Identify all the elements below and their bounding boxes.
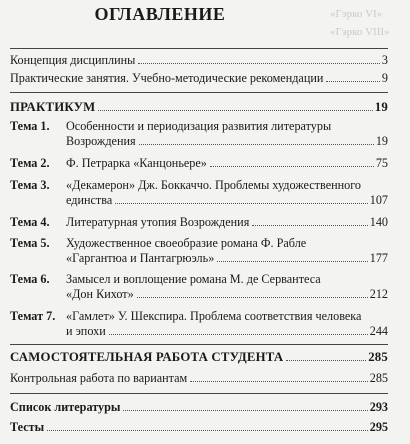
- leader-dots: [326, 81, 380, 82]
- entry-page: 212: [369, 287, 388, 301]
- section-title: САМОСТОЯТЕЛЬНАЯ РАБОТА СТУДЕНТА: [10, 350, 284, 364]
- toc-entry-tests[interactable]: [10, 420, 388, 435]
- entry-page: 9: [381, 71, 388, 85]
- topic-line: Художественное своеобразие романа Ф. Рабле: [66, 236, 307, 250]
- toc-topic-1[interactable]: [10, 119, 388, 149]
- toc-topic-6[interactable]: [10, 272, 388, 302]
- leader-dots: [98, 110, 372, 111]
- entry-text: Список литературы: [10, 400, 121, 414]
- toc-topic-5[interactable]: [10, 236, 388, 266]
- divider: [10, 48, 388, 49]
- topic-label: Тема 6.: [10, 272, 50, 286]
- leader-dots: [286, 360, 366, 361]
- topic-line: и эпохи: [66, 324, 106, 338]
- toc-topic-2[interactable]: [10, 156, 388, 171]
- topic-line: Замысел и воплощение романа М. де Сервантеса: [66, 272, 321, 286]
- toc-section-practicum[interactable]: [10, 100, 388, 115]
- leader-dots: [115, 203, 367, 204]
- toc-topic-7[interactable]: [10, 309, 388, 339]
- background-text-2: «Гэрко VIII»: [330, 26, 390, 38]
- toc-title: ОГЛАВЛЕНИЕ: [94, 4, 226, 24]
- topic-label: Тема 1.: [10, 119, 50, 133]
- topic-label: Темат 7.: [10, 309, 56, 323]
- leader-dots: [137, 297, 368, 298]
- topic-line: «Декамерон» Дж. Боккаччо. Проблемы художественного: [66, 178, 362, 192]
- topic-line: Литературная утопия Возрождения: [66, 215, 250, 229]
- entry-text: Тесты: [10, 420, 45, 434]
- toc-entry-practical[interactable]: [10, 71, 388, 86]
- toc-entry-control-work[interactable]: [10, 371, 388, 386]
- divider: [10, 344, 388, 345]
- entry-page: 295: [369, 420, 388, 434]
- entry-page: 3: [381, 53, 388, 67]
- toc-entry-concept[interactable]: [10, 53, 388, 68]
- entry-page: 244: [369, 324, 388, 338]
- leader-dots: [210, 166, 374, 167]
- toc-section-student-work[interactable]: [10, 350, 388, 365]
- divider: [10, 92, 388, 93]
- topic-label: Тема 3.: [10, 178, 50, 192]
- topic-line: Ф. Петрарка «Канцоньере»: [66, 156, 207, 170]
- entry-page: 75: [375, 156, 388, 170]
- entry-text: Практические занятия. Учебно-методические рекомендации: [10, 71, 324, 85]
- entry-page: 140: [369, 215, 388, 229]
- topic-line: «Дон Кихот»: [66, 287, 134, 301]
- leader-dots: [47, 430, 368, 431]
- divider: [10, 393, 388, 394]
- topic-label: Тема 4.: [10, 215, 50, 229]
- entry-page: 285: [369, 371, 388, 385]
- topic-line: «Гаргантюа и Пантагрюэль»: [66, 251, 215, 265]
- entry-page: 293: [369, 400, 388, 414]
- leader-dots: [217, 261, 367, 262]
- toc-topic-4[interactable]: [10, 215, 388, 230]
- leader-dots: [123, 410, 367, 411]
- topic-line: единства: [66, 193, 113, 207]
- entry-page: 19: [374, 100, 388, 114]
- entry-text: Концепция дисциплины: [10, 53, 136, 67]
- toc-topic-3[interactable]: [10, 178, 388, 208]
- background-text-1: «Гэрко VI»: [330, 8, 383, 20]
- topic-line: Особенности и периодизация развития литературы: [66, 119, 332, 133]
- toc-entry-literature[interactable]: [10, 400, 388, 415]
- leader-dots: [139, 144, 374, 145]
- leader-dots: [252, 225, 367, 226]
- entry-text: Контрольная работа по вариантам: [10, 371, 188, 385]
- leader-dots: [138, 63, 380, 64]
- topic-label: Тема 5.: [10, 236, 50, 250]
- leader-dots: [190, 381, 367, 382]
- topic-label: Тема 2.: [10, 156, 50, 170]
- topic-line: «Гамлет» У. Шекспира. Проблема соответствия человека: [66, 309, 362, 323]
- entry-page: 177: [369, 251, 388, 265]
- leader-dots: [109, 334, 368, 335]
- entry-page: 285: [368, 350, 388, 364]
- entry-page: 107: [369, 193, 388, 207]
- section-title: ПРАКТИКУМ: [10, 100, 96, 114]
- entry-page: 19: [375, 134, 388, 148]
- topic-line: Возрождения: [66, 134, 136, 148]
